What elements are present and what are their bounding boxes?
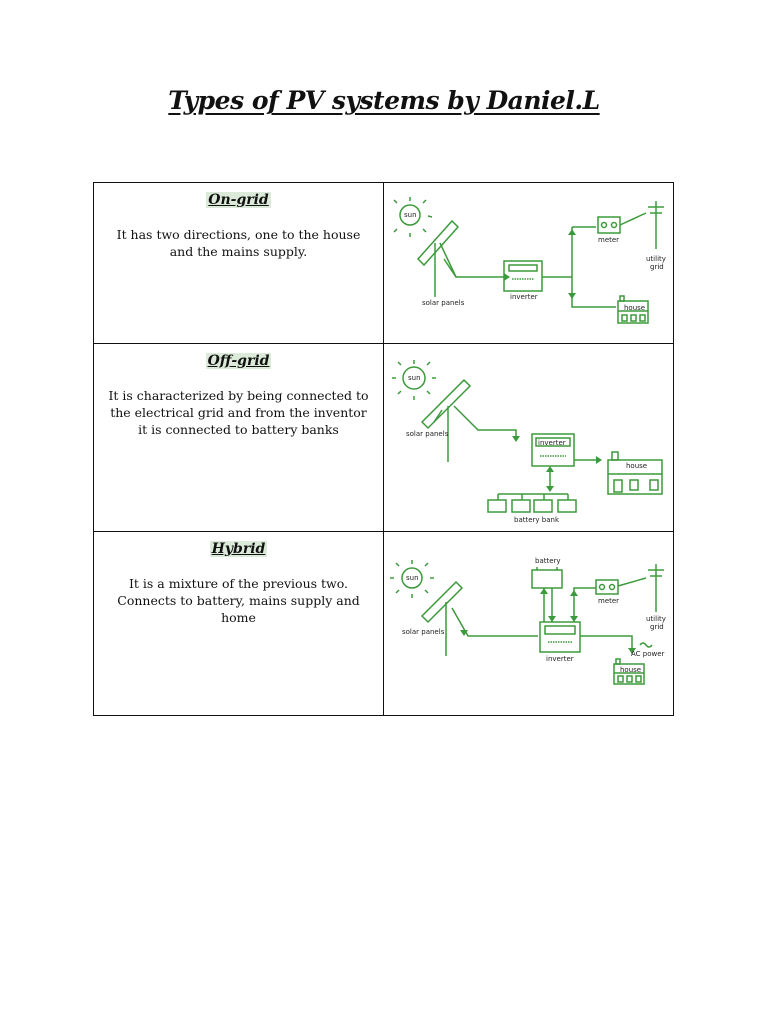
row-heading: Off-grid	[207, 353, 270, 369]
meter-label: meter	[598, 236, 620, 244]
meter-icon	[596, 580, 618, 594]
row-description: It is a mixture of the previous two. Connects to battery, mains supply and home	[117, 576, 360, 625]
on-grid-text-cell	[94, 183, 384, 344]
off-grid-text-cell	[94, 344, 384, 532]
battery-bank-icon	[488, 494, 576, 512]
utility-label: utility	[646, 255, 666, 263]
row-heading: On-grid	[208, 192, 269, 208]
off-grid-diagram	[384, 344, 673, 527]
meter-icon	[598, 217, 620, 233]
battery-bank-label: battery bank	[514, 516, 559, 524]
house-icon	[608, 452, 662, 494]
page-title: Types of PV systems by Daniel.L	[168, 86, 600, 115]
hybrid-diagram	[384, 532, 673, 711]
row-description: It is characterized by being connected to the electrical grid and from the inventor it is connected to battery banks	[108, 388, 369, 437]
inverter-label: inverter	[510, 293, 538, 301]
house-label: house	[624, 304, 646, 312]
solar-panels-label: solar panels	[402, 628, 445, 636]
inverter-label: inverter	[546, 655, 574, 663]
house-label: house	[626, 462, 648, 470]
utility-pole-icon	[648, 201, 664, 249]
inverter-icon	[504, 261, 542, 291]
battery-icon	[532, 567, 562, 588]
meter-label: meter	[598, 597, 620, 605]
hybrid-text-cell	[94, 532, 384, 716]
inverter-label: inverter	[538, 439, 566, 447]
on-grid-diagram-cell	[384, 183, 674, 344]
sun-label: sun	[406, 574, 419, 582]
row-description: It has two directions, one to the house and the mains supply.	[116, 227, 361, 259]
off-grid-diagram-cell	[384, 344, 674, 532]
grid-label: grid	[650, 263, 664, 271]
battery-label: battery	[535, 557, 561, 565]
row-heading: Hybrid	[211, 541, 266, 557]
ac-wave-icon	[640, 643, 652, 647]
solar-panel-icon	[422, 582, 462, 656]
sun-label: sun	[408, 374, 421, 382]
solar-panels-label: solar panels	[406, 430, 449, 438]
utility-pole-icon	[648, 564, 664, 612]
house-label: house	[620, 666, 642, 674]
utility-label: utility	[646, 615, 666, 623]
pv-systems-table	[93, 182, 674, 716]
solar-panels-label: solar panels	[422, 299, 465, 307]
table-row-off-grid	[94, 344, 674, 532]
sun-label: sun	[404, 211, 417, 219]
inverter-icon	[540, 622, 580, 652]
ac-power-label: AC power	[631, 650, 665, 658]
on-grid-diagram	[384, 183, 673, 339]
grid-label: grid	[650, 623, 664, 631]
table-row-hybrid	[94, 532, 674, 716]
hybrid-diagram-cell	[384, 532, 674, 716]
solar-panel-icon	[418, 221, 458, 297]
table-row-on-grid	[94, 183, 674, 344]
